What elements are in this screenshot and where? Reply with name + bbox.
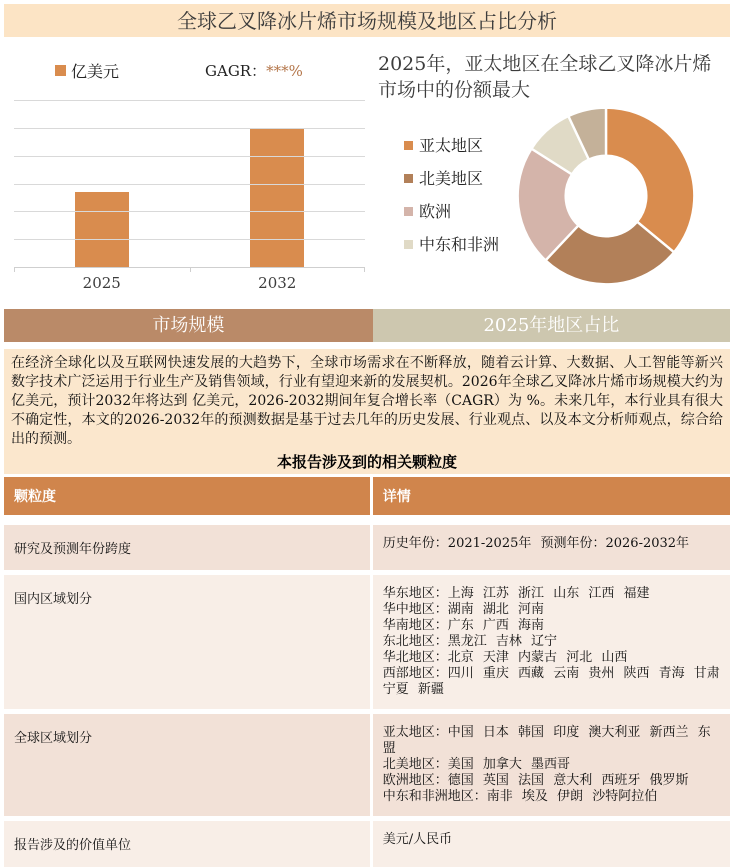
tab-market-size[interactable]: 市场规模 bbox=[4, 309, 373, 342]
charts-section bbox=[0, 37, 734, 300]
granularity-cell: 全球区域划分 bbox=[4, 714, 373, 816]
gridline bbox=[14, 184, 365, 185]
table-body bbox=[4, 525, 730, 867]
donut-chart bbox=[510, 100, 702, 296]
detail-line: 美元/人民币 bbox=[382, 832, 453, 847]
pie-heading: 2025年，亚太地区在全球乙叉降冰片烯市场中的份额最大 bbox=[378, 53, 712, 101]
legend-swatch-icon bbox=[404, 240, 413, 249]
donut-svg bbox=[510, 100, 702, 292]
cagr-label: GAGR： bbox=[205, 62, 267, 80]
detail-line: 历史年份：2021-2025年 预测年份：2026-2032年 bbox=[382, 536, 690, 551]
detail-line: 华东地区：上海 江苏 浙江 山东 江西 福建 bbox=[382, 586, 650, 601]
axis-tick bbox=[364, 267, 365, 272]
cagr-annotation bbox=[205, 60, 303, 81]
pie-legend-item bbox=[404, 169, 508, 189]
table-row bbox=[4, 575, 730, 709]
granularity-cell: 研究及预测年份跨度 bbox=[4, 525, 373, 570]
legend-label: 亿美元 bbox=[71, 62, 120, 81]
cagr-value: ***% bbox=[266, 62, 303, 80]
detail-line: 中东和非洲地区：南非 埃及 伊朗 沙特阿拉伯 bbox=[382, 789, 658, 804]
pie-legend-label: 北美地区 bbox=[419, 169, 484, 188]
pie-legend-label: 欧洲 bbox=[419, 202, 452, 221]
pie-chart bbox=[370, 37, 734, 300]
table-header-row bbox=[4, 477, 730, 515]
detail-line: 亚太地区：中国 日本 韩国 印度 澳大利亚 新西兰 东盟 bbox=[382, 725, 711, 756]
table-row bbox=[4, 525, 730, 570]
granularity-cell: 国内区域划分 bbox=[4, 575, 373, 709]
table-heading: 本报告涉及到的相关颗粒度 bbox=[276, 453, 457, 471]
tab-region-share[interactable]: 2025年地区占比 bbox=[373, 309, 730, 342]
pie-legend-item bbox=[404, 202, 508, 222]
detail-line: 华北地区：北京 天津 内蒙古 河北 山西 bbox=[382, 650, 628, 665]
bar-2032 bbox=[250, 128, 304, 267]
axis-tick bbox=[14, 267, 15, 272]
granularity-cell: 报告涉及的价值单位 bbox=[4, 821, 373, 867]
details-cell bbox=[373, 821, 730, 867]
legend-swatch-icon bbox=[55, 65, 66, 76]
bar-chart-plot bbox=[14, 100, 365, 267]
x-axis-labels bbox=[14, 274, 365, 292]
gridline bbox=[14, 128, 365, 129]
pie-legend bbox=[404, 136, 508, 268]
detail-line: 华中地区：湖南 湖北 河南 bbox=[382, 602, 545, 617]
granularity-table bbox=[4, 477, 730, 867]
detail-line: 西部地区：四川 重庆 西藏 云南 贵州 陕西 青海 甘肃 宁夏 新疆 bbox=[382, 666, 720, 697]
donut-slice-亚太地区 bbox=[606, 108, 694, 253]
pie-legend-item bbox=[404, 235, 508, 255]
detail-line: 东北地区：黑龙江 吉林 辽宁 bbox=[382, 634, 558, 649]
section-tabs bbox=[4, 309, 730, 342]
pie-legend-label: 中东和非洲 bbox=[419, 235, 500, 254]
gridline bbox=[14, 211, 365, 212]
details-cell bbox=[373, 525, 730, 570]
summary-paragraph: 在经济全球化以及互联网快速发展的大趋势下，全球市场需求在不断释放，随着云计算、大数据、人工智能等新兴数字技术广泛运用于行业生产及销售领域，行业有望迎来新的发展契机。2026年全球乙叉降冰片烯市场规模大约为 亿美元，预计2032年将达到 亿美元，2026-2032期间年复合增长率（CAGR）为 %。未来几年，本行业具有很大不确定性，本文的2026-2032年的预测数据是基于过去几年的历史发展、行业观点、以及本文分析师观点，综合给出的预测。 bbox=[11, 355, 723, 447]
bar-chart bbox=[0, 37, 370, 300]
legend-swatch-icon bbox=[404, 207, 413, 216]
x-label-2025: 2025 bbox=[82, 274, 121, 292]
gridline bbox=[14, 239, 365, 240]
x-label-2032: 2032 bbox=[258, 274, 297, 292]
pie-legend-label: 亚太地区 bbox=[419, 136, 484, 155]
axis-tick bbox=[190, 267, 191, 272]
summary-section bbox=[4, 349, 730, 474]
table-header-details: 详情 bbox=[382, 489, 411, 505]
bar-chart-legend bbox=[55, 59, 119, 82]
details-cell bbox=[373, 575, 730, 709]
table-row bbox=[4, 821, 730, 867]
detail-line: 华南地区：广东 广西 海南 bbox=[382, 618, 545, 633]
legend-swatch-icon bbox=[404, 141, 413, 150]
bar-2025 bbox=[75, 192, 129, 267]
detail-line: 北美地区：美国 加拿大 墨西哥 bbox=[382, 757, 571, 772]
pie-legend-item bbox=[404, 136, 508, 156]
legend-swatch-icon bbox=[404, 174, 413, 183]
details-cell bbox=[373, 714, 730, 816]
table-header-granularity: 颗粒度 bbox=[4, 477, 373, 515]
detail-line: 欧洲地区：德国 英国 法国 意大利 西班牙 俄罗斯 bbox=[382, 773, 689, 788]
gridline bbox=[14, 100, 365, 101]
gridline bbox=[14, 156, 365, 157]
page-title: 全球乙叉降冰片烯市场规模及地区占比分析 bbox=[4, 4, 730, 37]
table-row bbox=[4, 714, 730, 816]
